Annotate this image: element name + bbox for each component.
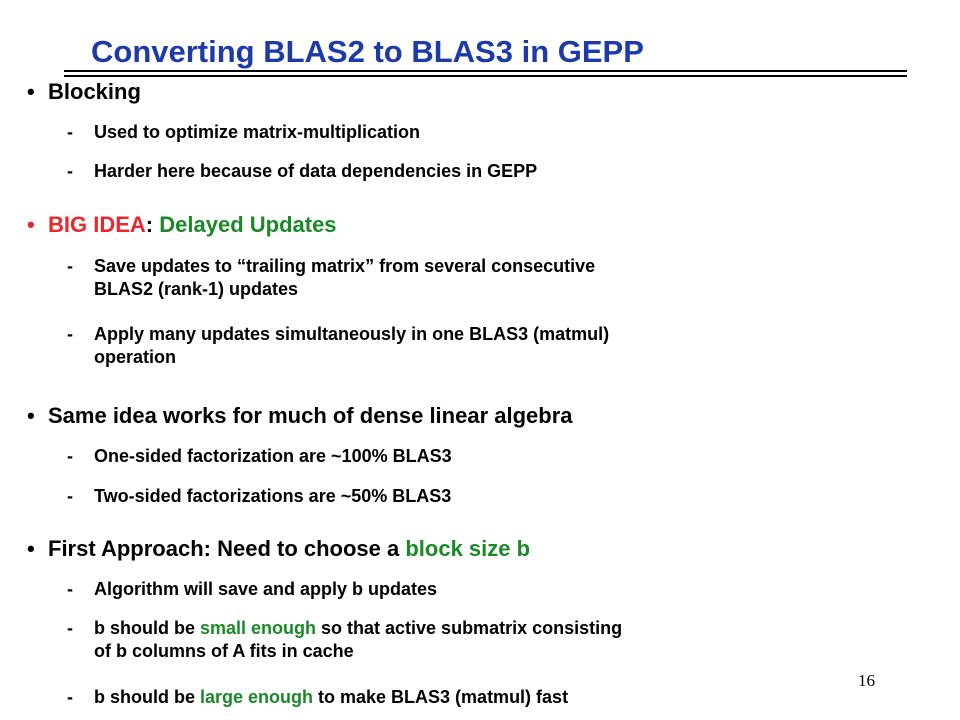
sub-bullet-text: Harder here because of data dependencies in GEPP bbox=[94, 161, 538, 181]
sub-bullet-text: Used to optimize matrix-multiplication bbox=[94, 122, 421, 142]
large-enough-label: large enough bbox=[200, 687, 314, 707]
bullet-text: Same idea works for much of dense linear algebra bbox=[48, 403, 573, 428]
bullet-icon: • bbox=[27, 403, 35, 428]
sub-bullet-line: operation bbox=[94, 347, 177, 367]
page-number: 16 bbox=[858, 671, 875, 690]
sub-bullet-text bbox=[94, 617, 894, 663]
sub-bullet-line: Save updates to “trailing matrix” from several consecutive bbox=[94, 256, 596, 276]
sub-bullet-text bbox=[94, 255, 894, 301]
small-enough-label: small enough bbox=[200, 618, 317, 638]
sub-bullet-text: Algorithm will save and apply b updates bbox=[94, 579, 438, 599]
bullet-icon: • bbox=[27, 79, 35, 104]
sub-bullet-segment: so that active submatrix consisting bbox=[316, 618, 623, 638]
dash-icon: - bbox=[67, 161, 73, 181]
dash-icon: - bbox=[67, 122, 73, 142]
bullet-text bbox=[48, 535, 530, 563]
dash-icon: - bbox=[67, 446, 73, 466]
dash-icon: - bbox=[67, 579, 73, 599]
bullet-icon: • bbox=[27, 212, 35, 237]
slide-title: Converting BLAS2 to BLAS3 in GEPP bbox=[91, 34, 644, 69]
bullet-text: Blocking bbox=[48, 79, 141, 104]
dash-icon: - bbox=[67, 256, 73, 276]
bullet-text bbox=[48, 211, 337, 239]
title-underline bbox=[64, 70, 907, 72]
sub-bullet-text bbox=[94, 686, 894, 709]
sub-bullet-text: Two-sided factorizations are ~50% BLAS3 bbox=[94, 486, 452, 506]
sub-bullet-line: Apply many updates simultaneously in one BLAS3 (matmul) bbox=[94, 324, 610, 344]
dash-icon: - bbox=[67, 324, 73, 344]
delayed-updates-label: Delayed Updates bbox=[159, 212, 337, 237]
first-approach-text: First Approach: Need to choose a bbox=[48, 536, 406, 561]
colon-separator: : bbox=[145, 212, 160, 237]
sub-bullet-line: BLAS2 (rank-1) updates bbox=[94, 279, 299, 299]
sub-bullet-segment: b should be bbox=[94, 687, 200, 707]
dash-icon: - bbox=[67, 618, 73, 638]
sub-bullet-text: One-sided factorization are ~100% BLAS3 bbox=[94, 446, 452, 466]
bullet-icon: • bbox=[27, 536, 35, 561]
block-size-label: block size b bbox=[405, 536, 531, 561]
sub-bullet-line: of b columns of A fits in cache bbox=[94, 641, 354, 661]
dash-icon: - bbox=[67, 687, 73, 707]
title-double-underline bbox=[64, 75, 907, 77]
sub-bullet-segment: to make BLAS3 (matmul) fast bbox=[313, 687, 569, 707]
big-idea-label: BIG IDEA bbox=[48, 212, 146, 237]
sub-bullet-text bbox=[94, 323, 894, 369]
dash-icon: - bbox=[67, 486, 73, 506]
sub-bullet-segment: b should be bbox=[94, 618, 200, 638]
